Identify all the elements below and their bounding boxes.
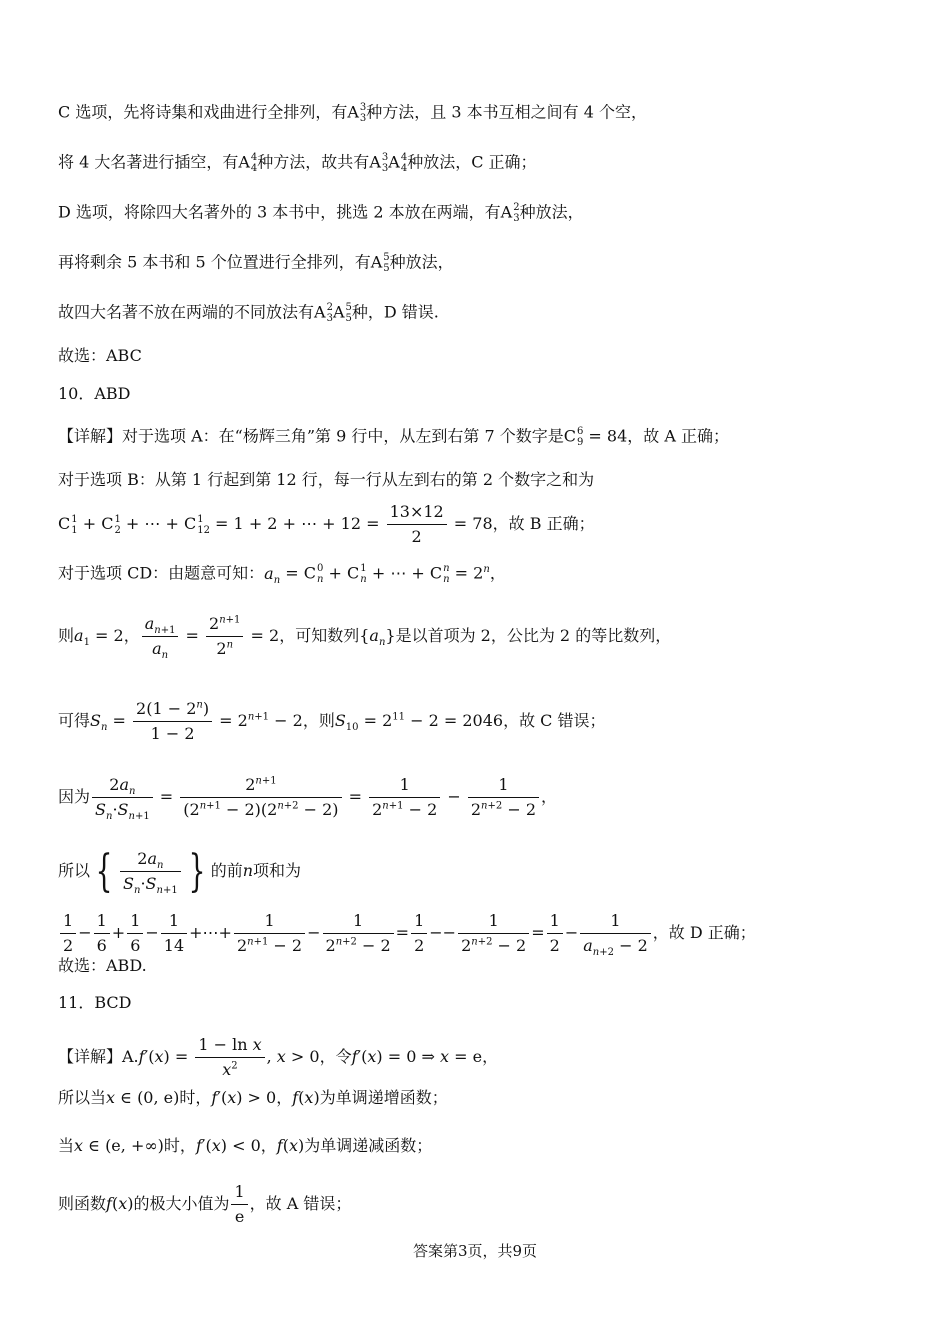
line-c-option: C 选项，先将诗集和戏曲进行全排列，有A 3 3 种方法，且 3 本书互相之间有 4 个空，: [58, 102, 647, 124]
line-option-cd: 对于选项 CD：由题意可知：$a_n = C$ 0 n + C 1 n + ⋯ + C n n = $2^n$，: [58, 563, 506, 586]
line-increasing: 所以当x ∈ (0, e)时，f′(x) > 0，f(x)为单调递增函数；: [58, 1088, 448, 1107]
question-11-heading: 11．BCD: [58, 993, 132, 1012]
line-d-conclusion: 故四大名著不放在两端的不同放法有A 2 3 A 5 5 种，D 错误.: [58, 302, 439, 324]
line-insert: 将 4 大名著进行插空，有A 4 4 种方法，故共有A 3 3 A 4 4 种放法，C 正确；: [58, 152, 537, 174]
line-max-value: 则函数f(x)的极大小值为 $\frac{1}{e}$ ，故 A 错误；: [58, 1182, 352, 1226]
line-remaining: 再将剩余 5 本书和 5 个位置进行全排列，有A 5 5 种放法，: [58, 252, 454, 274]
line-derivative: 【详解】A.f′(x) = $\frac{\text{1 − ln x}}{x^2}$ , x > 0，令f′(x) = 0 ⇒ x = e，: [58, 1035, 499, 1079]
line-sum-sn: 可得$S_n$ = $\frac{2(1 - 2^n)}{1 - 2}$ = $2^{n+1} - 2$，则$S_{10} = 2^{11} - 2 = 2046$，故 C 错误；: [58, 699, 606, 743]
line-telescoping: $\frac{1}{2}$ − $\frac{1}{6}$ + $\frac{1}{6}$ − $\frac{1}{14}$ +⋯+ $\frac{1}{2^{n+1} - 2}$ − $\frac{1}{2^{n+2} - 2}$ = $\frac{1}{2}$ −− $\frac{1}{2^{n+2} - 2}$ = $\frac{1}{2}$ − $\frac{1}{a_{n+2} - 2}$ ，故 D 正确；: [58, 911, 756, 956]
page-footer: 答案第3页，共9页: [412, 1242, 538, 1260]
line-split: 因为 $\frac{2a_n}{S_n\cdot S_{n+1}}$ = $\frac{2^{n+1}}{(2^{n+1} - 2)(2^{n+2} - 2)}$ = $\frac{1}{2^{n+1} - 2}$ − $\frac{1}{2^{n+2} - 2}$ ，: [58, 775, 558, 823]
line-decreasing: 当x ∈ (e, +∞)时，f′(x) < 0，f(x)为单调递减函数；: [58, 1136, 433, 1155]
line-ratio: 则$a_1 = 2$， $\frac{a_{n+1}}{a_n}$ = $\frac{2^{n+1}}{2^n}$ = 2，可知数列$\{a_n\}$是以首项为 2，公比为 2 的等比数列，: [58, 614, 672, 662]
answer-9: 故选：ABC: [58, 346, 142, 365]
question-10-heading: 10．ABD: [58, 384, 131, 403]
line-option-b: 对于选项 B：从第 1 行起到第 12 行，每一行从左到右的第 2 个数字之和为: [58, 470, 595, 489]
line-d-option: D 选项，将除四大名著外的 3 本书中，挑选 2 本放在两端，有A 2 3 种放法，: [58, 202, 584, 224]
answer-10: 故选：ABD.: [58, 956, 147, 975]
line-option-a: 【详解】对于选项 A：在“杨辉三角”第 9 行中，从左到右第 7 个数字是C 6 9 = 84，故 A 正确；: [58, 426, 730, 448]
line-option-b-formula: C 1 1 + C 1 2 + ⋯ + C 1 12 = 1 + 2 + ⋯ + 12 = $\frac{13\times 12}{2}$ = 78，故 B 正确；: [58, 502, 595, 546]
line-partial-sum: 所以 { $\frac{2a_n}{S_n\cdot S_{n+1}}$ } 的前n项和为: [58, 845, 302, 897]
